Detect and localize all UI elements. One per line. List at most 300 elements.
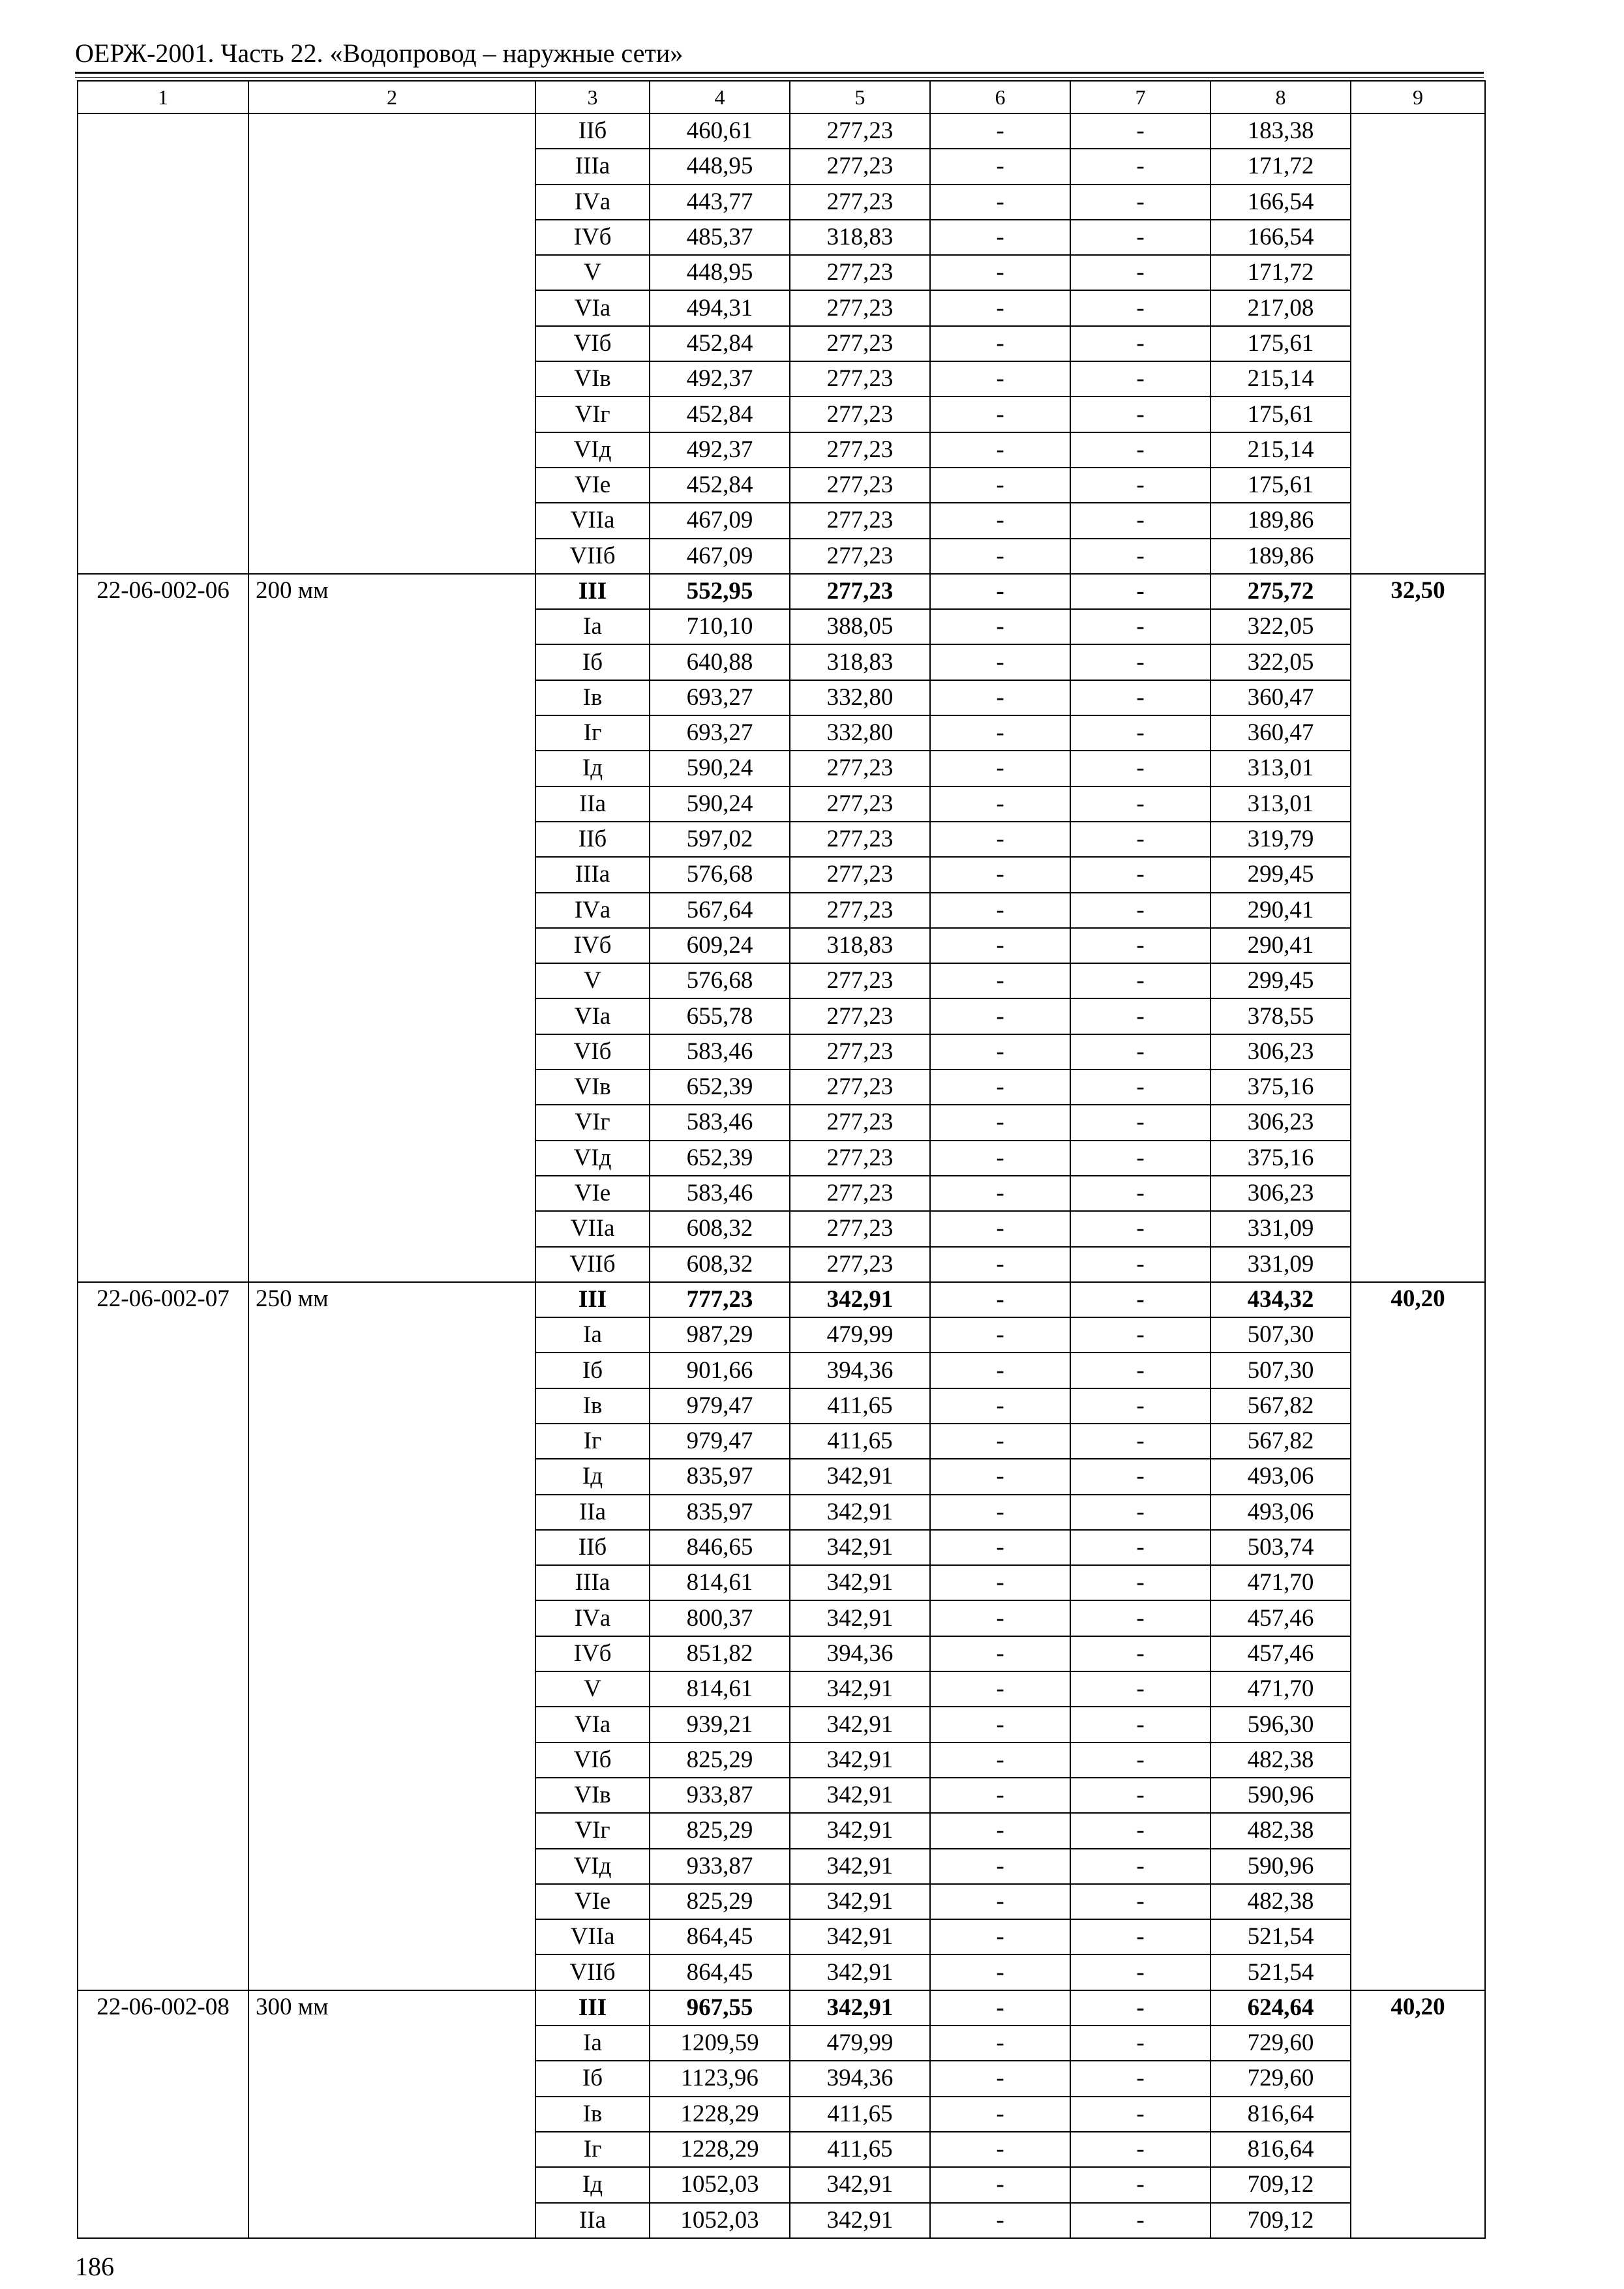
table-cell: 835,97	[650, 1495, 790, 1530]
page-header: ОЕРЖ-2001. Часть 22. «Водопровод – наружные сети»	[75, 38, 684, 68]
zone-code: VIе	[535, 468, 650, 503]
table-cell: 979,47	[650, 1388, 790, 1424]
table-cell: 342,91	[790, 1530, 930, 1565]
table-cell: 693,27	[650, 680, 790, 715]
table-cell: -	[1070, 1105, 1210, 1140]
table-cell: 710,10	[650, 609, 790, 644]
table-cell: 175,61	[1210, 326, 1351, 361]
table-cell: -	[1070, 361, 1210, 396]
table-cell: -	[930, 644, 1070, 680]
zone-code: VIIа	[535, 1211, 650, 1246]
zone-code: IIIа	[535, 1565, 650, 1600]
table-cell: -	[930, 1176, 1070, 1211]
table-cell: 939,21	[650, 1707, 790, 1742]
zone-code: IIIа	[535, 857, 650, 892]
table-cell: 482,38	[1210, 1884, 1351, 1919]
table-cell: 331,09	[1210, 1211, 1351, 1246]
table-cell: 175,61	[1210, 468, 1351, 503]
table-cell: -	[1070, 2097, 1210, 2132]
table-cell: -	[930, 715, 1070, 751]
table-cell: -	[930, 2097, 1070, 2132]
table-cell: 590,96	[1210, 1849, 1351, 1884]
zone-code: VIIб	[535, 1247, 650, 1282]
table-cell: -	[1070, 220, 1210, 255]
table-cell: -	[1070, 1990, 1210, 2026]
table-cell: 597,02	[650, 822, 790, 857]
table-cell: 729,60	[1210, 2061, 1351, 2096]
table-cell: 277,23	[790, 857, 930, 892]
table-cell: 189,86	[1210, 539, 1351, 574]
page-number: 186	[75, 2252, 114, 2281]
table-row	[78, 1282, 1485, 1317]
zone-code: Iд	[535, 2167, 650, 2202]
table-cell: -	[1070, 786, 1210, 822]
table-cell: -	[1070, 290, 1210, 325]
zone-code: IVа	[535, 893, 650, 928]
table-cell: -	[930, 2203, 1070, 2238]
table-cell: 277,23	[790, 396, 930, 432]
table-cell: 342,91	[790, 1884, 930, 1919]
table-cell: -	[930, 1813, 1070, 1848]
table-cell: 342,91	[790, 2203, 930, 2238]
table-cell: 1123,96	[650, 2061, 790, 2096]
table-cell: -	[1070, 928, 1210, 963]
table-cell: 290,41	[1210, 893, 1351, 928]
column-header-4: 4	[650, 81, 790, 113]
header-rule	[75, 72, 1484, 74]
table-cell: 175,61	[1210, 396, 1351, 432]
table-cell: -	[1070, 1600, 1210, 1636]
table-cell: 1228,29	[650, 2097, 790, 2132]
table-cell: 318,83	[790, 644, 930, 680]
pipe-diameter: 200 мм	[248, 574, 535, 1282]
table-cell: -	[1070, 255, 1210, 290]
table-cell: -	[930, 1282, 1070, 1317]
table-cell: 457,46	[1210, 1600, 1351, 1636]
table-cell: -	[930, 2132, 1070, 2167]
table-cell: -	[930, 1424, 1070, 1459]
table-cell: -	[930, 1884, 1070, 1919]
table-cell: -	[1070, 1247, 1210, 1282]
table-cell: -	[930, 1070, 1070, 1105]
table-cell: -	[1070, 963, 1210, 998]
table-cell: 275,72	[1210, 574, 1351, 609]
table-cell: -	[930, 1849, 1070, 1884]
table-cell: 394,36	[790, 2061, 930, 2096]
rate-code: 22-06-002-08	[78, 1990, 248, 2238]
table-cell: -	[1070, 1884, 1210, 1919]
pipe-diameter: 250 мм	[248, 1282, 535, 1990]
table-cell: -	[1070, 857, 1210, 892]
table-cell: 299,45	[1210, 963, 1351, 998]
table-cell: 290,41	[1210, 928, 1351, 963]
column-header-7: 7	[1070, 81, 1210, 113]
table-cell: 777,23	[650, 1282, 790, 1317]
column-header-2: 2	[248, 81, 535, 113]
table-cell: 277,23	[790, 893, 930, 928]
table-cell: 342,91	[790, 1778, 930, 1813]
column-header-8: 8	[1210, 81, 1351, 113]
table-cell: -	[930, 361, 1070, 396]
table-cell: 277,23	[790, 963, 930, 998]
table-cell: 576,68	[650, 857, 790, 892]
table-cell: 901,66	[650, 1353, 790, 1388]
table-cell: 375,16	[1210, 1141, 1351, 1176]
table-cell: 342,91	[790, 1919, 930, 1954]
table-cell: -	[930, 786, 1070, 822]
table-cell: -	[1070, 1919, 1210, 1954]
table-cell: -	[1070, 1813, 1210, 1848]
table-cell: -	[1070, 113, 1210, 149]
table-cell: 583,46	[650, 1034, 790, 1070]
zone-code: VIд	[535, 432, 650, 468]
table-cell: 434,32	[1210, 1282, 1351, 1317]
table-cell: -	[1070, 574, 1210, 609]
table-cell: 277,23	[790, 113, 930, 149]
zone-code: Iд	[535, 751, 650, 786]
table-cell: 729,60	[1210, 2026, 1351, 2061]
zone-code: VIд	[535, 1141, 650, 1176]
table-cell: -	[1070, 1176, 1210, 1211]
table-cell: 277,23	[790, 185, 930, 220]
table-cell: -	[930, 574, 1070, 609]
column-header-9: 9	[1351, 81, 1485, 113]
table-cell: -	[930, 255, 1070, 290]
table-cell: 277,23	[790, 539, 930, 574]
table-cell: -	[1070, 1636, 1210, 1671]
zone-code: Iв	[535, 2097, 650, 2132]
table-cell: 166,54	[1210, 185, 1351, 220]
table-cell: 482,38	[1210, 1743, 1351, 1778]
table-cell: 576,68	[650, 963, 790, 998]
table-cell: -	[1070, 396, 1210, 432]
zone-code: Iб	[535, 2061, 650, 2096]
table-cell: -	[930, 149, 1070, 184]
table-cell: -	[930, 893, 1070, 928]
table-cell: -	[1070, 468, 1210, 503]
table-cell: -	[1070, 1353, 1210, 1388]
table-cell: 277,23	[790, 1247, 930, 1282]
table-cell: 342,91	[790, 1743, 930, 1778]
table-cell: 322,05	[1210, 644, 1351, 680]
table-cell: -	[930, 822, 1070, 857]
table-cell: 640,88	[650, 644, 790, 680]
table-cell: -	[1070, 2167, 1210, 2202]
table-cell: -	[1070, 1211, 1210, 1246]
labor-value: 40,20	[1351, 1282, 1485, 1990]
table-cell: 967,55	[650, 1990, 790, 2026]
zone-code: V	[535, 963, 650, 998]
table-cell: 277,23	[790, 432, 930, 468]
zone-code: Iб	[535, 644, 650, 680]
table-cell: 814,61	[650, 1671, 790, 1707]
table-cell: 360,47	[1210, 680, 1351, 715]
table-cell: -	[930, 326, 1070, 361]
table-cell: -	[1070, 1459, 1210, 1494]
table-cell: -	[930, 1495, 1070, 1530]
table-cell: -	[930, 1388, 1070, 1424]
table-cell: 652,39	[650, 1070, 790, 1105]
table-cell: 277,23	[790, 786, 930, 822]
table-cell: 277,23	[790, 149, 930, 184]
table-cell: -	[930, 963, 1070, 998]
table-cell: -	[930, 1141, 1070, 1176]
table-cell: -	[930, 539, 1070, 574]
zone-code: IIб	[535, 113, 650, 149]
table-cell: 166,54	[1210, 220, 1351, 255]
table-cell: 318,83	[790, 220, 930, 255]
table-cell: 479,99	[790, 2026, 930, 2061]
table-cell: -	[1070, 1954, 1210, 1990]
table-cell: 342,91	[790, 1849, 930, 1884]
table-cell: 933,87	[650, 1778, 790, 1813]
zone-code: Iа	[535, 609, 650, 644]
table-cell: 394,36	[790, 1353, 930, 1388]
table-cell: 1209,59	[650, 2026, 790, 2061]
table-cell: 342,91	[790, 1495, 930, 1530]
column-header-row	[78, 81, 1485, 113]
table-cell: 482,38	[1210, 1813, 1351, 1848]
table-cell: -	[1070, 2026, 1210, 2061]
table-cell: 608,32	[650, 1211, 790, 1246]
zone-code: VIIа	[535, 503, 650, 538]
table-cell: 590,96	[1210, 1778, 1351, 1813]
zone-code: IVб	[535, 928, 650, 963]
table-cell: -	[930, 1990, 1070, 2026]
table-cell: -	[1070, 715, 1210, 751]
table-cell: -	[1070, 1388, 1210, 1424]
table-cell: 457,46	[1210, 1636, 1351, 1671]
table-cell: -	[930, 1743, 1070, 1778]
table-cell: -	[1070, 1495, 1210, 1530]
rate-code: 22-06-002-06	[78, 574, 248, 1282]
price-table	[77, 80, 1486, 2239]
zone-code: IVб	[535, 1636, 650, 1671]
table-cell: 494,31	[650, 290, 790, 325]
zone-code: Iа	[535, 1317, 650, 1353]
table-cell: -	[1070, 1707, 1210, 1742]
table-cell: 342,91	[790, 1990, 930, 2026]
zone-code: IVа	[535, 1600, 650, 1636]
table-cell: 1228,29	[650, 2132, 790, 2167]
table-cell: 277,23	[790, 751, 930, 786]
table-cell: 189,86	[1210, 503, 1351, 538]
table-cell: 217,08	[1210, 290, 1351, 325]
table-cell: 452,84	[650, 326, 790, 361]
table-cell: 342,91	[790, 1813, 930, 1848]
table-cell: 609,24	[650, 928, 790, 963]
table-cell: -	[930, 1317, 1070, 1353]
table-cell: 277,23	[790, 503, 930, 538]
table-cell: 313,01	[1210, 786, 1351, 822]
table-cell: 411,65	[790, 2097, 930, 2132]
table-cell: 851,82	[650, 1636, 790, 1671]
table-cell: 277,23	[790, 1141, 930, 1176]
table-cell: -	[930, 1778, 1070, 1813]
zone-code: VIб	[535, 1743, 650, 1778]
table-cell: 277,23	[790, 1211, 930, 1246]
table-cell: 583,46	[650, 1176, 790, 1211]
table-cell: 493,06	[1210, 1459, 1351, 1494]
table-cell: 306,23	[1210, 1105, 1351, 1140]
table-cell: 375,16	[1210, 1070, 1351, 1105]
table-cell: -	[930, 290, 1070, 325]
table-cell: 521,54	[1210, 1919, 1351, 1954]
table-cell: 492,37	[650, 432, 790, 468]
table-cell: 299,45	[1210, 857, 1351, 892]
table-cell: 835,97	[650, 1459, 790, 1494]
table-cell: 507,30	[1210, 1353, 1351, 1388]
zone-code: VIIб	[535, 1954, 650, 1990]
zone-code: Iв	[535, 680, 650, 715]
rate-code: 22-06-002-07	[78, 1282, 248, 1990]
table-cell: 342,91	[790, 1282, 930, 1317]
zone-code: III	[535, 574, 650, 609]
table-cell: -	[930, 1034, 1070, 1070]
table-cell: -	[1070, 2061, 1210, 2096]
table-cell: -	[930, 396, 1070, 432]
table-cell: 987,29	[650, 1317, 790, 1353]
zone-code: Iг	[535, 1424, 650, 1459]
table-cell: -	[1070, 326, 1210, 361]
table-cell: 467,09	[650, 503, 790, 538]
table-cell: 277,23	[790, 361, 930, 396]
table-cell: -	[1070, 1034, 1210, 1070]
table-cell: 215,14	[1210, 432, 1351, 468]
table-cell: -	[930, 1105, 1070, 1140]
table-cell: 319,79	[1210, 822, 1351, 857]
table-cell: 277,23	[790, 326, 930, 361]
table-cell: -	[930, 857, 1070, 892]
table-cell: 452,84	[650, 468, 790, 503]
pipe-diameter	[248, 113, 535, 574]
zone-code: Iг	[535, 2132, 650, 2167]
column-header-1: 1	[78, 81, 248, 113]
table-cell: 979,47	[650, 1424, 790, 1459]
table-cell: 846,65	[650, 1530, 790, 1565]
table-cell: 709,12	[1210, 2167, 1351, 2202]
table-cell: 471,70	[1210, 1565, 1351, 1600]
column-header-6: 6	[930, 81, 1070, 113]
table-cell: 624,64	[1210, 1990, 1351, 2026]
zone-code: Iг	[535, 715, 650, 751]
table-cell: -	[1070, 644, 1210, 680]
table-cell: 825,29	[650, 1743, 790, 1778]
table-cell: 277,23	[790, 1034, 930, 1070]
zone-code: III	[535, 1282, 650, 1317]
table-cell: -	[1070, 503, 1210, 538]
table-cell: 378,55	[1210, 998, 1351, 1034]
table-cell: 693,27	[650, 715, 790, 751]
table-cell: -	[930, 1247, 1070, 1282]
zone-code: VIг	[535, 1105, 650, 1140]
table-cell: -	[930, 1636, 1070, 1671]
table-cell: -	[1070, 1317, 1210, 1353]
table-cell: -	[930, 220, 1070, 255]
rate-code	[78, 113, 248, 574]
table-cell: 342,91	[790, 1565, 930, 1600]
zone-code: IIа	[535, 2203, 650, 2238]
table-cell: -	[930, 680, 1070, 715]
zone-code: VIе	[535, 1884, 650, 1919]
table-cell: 171,72	[1210, 149, 1351, 184]
table-cell: 492,37	[650, 361, 790, 396]
zone-code: IVб	[535, 220, 650, 255]
table-cell: -	[1070, 539, 1210, 574]
table-cell: 342,91	[790, 1600, 930, 1636]
table-cell: 331,09	[1210, 1247, 1351, 1282]
table-cell: -	[1070, 751, 1210, 786]
table-cell: 864,45	[650, 1919, 790, 1954]
table-cell: 825,29	[650, 1884, 790, 1919]
zone-code: IIIа	[535, 149, 650, 184]
zone-code: Iв	[535, 1388, 650, 1424]
table-cell: 800,37	[650, 1600, 790, 1636]
table-cell: -	[930, 1459, 1070, 1494]
header-rule-thin	[75, 77, 1484, 78]
table-cell: -	[930, 751, 1070, 786]
table-cell: -	[1070, 1778, 1210, 1813]
table-row	[78, 574, 1485, 609]
table-cell: -	[1070, 1743, 1210, 1778]
table-cell: 342,91	[790, 1671, 930, 1707]
zone-code: VIд	[535, 1849, 650, 1884]
table-cell: 411,65	[790, 2132, 930, 2167]
zone-code: IIа	[535, 1495, 650, 1530]
table-cell: 171,72	[1210, 255, 1351, 290]
table-cell: 313,01	[1210, 751, 1351, 786]
table-cell: 332,80	[790, 680, 930, 715]
table-cell: -	[930, 2026, 1070, 2061]
zone-code: VIб	[535, 326, 650, 361]
table-cell: 277,23	[790, 1070, 930, 1105]
table-cell: -	[930, 1353, 1070, 1388]
table-cell: 590,24	[650, 751, 790, 786]
table-cell: 411,65	[790, 1424, 930, 1459]
table-cell: -	[1070, 822, 1210, 857]
table-cell: -	[930, 1919, 1070, 1954]
table-cell: 567,82	[1210, 1424, 1351, 1459]
table-cell: -	[930, 468, 1070, 503]
table-cell: 277,23	[790, 822, 930, 857]
table-cell: 825,29	[650, 1813, 790, 1848]
table-cell: 411,65	[790, 1388, 930, 1424]
table-cell: -	[1070, 432, 1210, 468]
labor-value	[1351, 113, 1485, 574]
zone-code: III	[535, 1990, 650, 2026]
table-cell: -	[930, 2167, 1070, 2202]
table-cell: 467,09	[650, 539, 790, 574]
zone-code: VIIа	[535, 1919, 650, 1954]
table-cell: 342,91	[790, 2167, 930, 2202]
table-cell: -	[930, 1600, 1070, 1636]
labor-value: 32,50	[1351, 574, 1485, 1282]
table-cell: 816,64	[1210, 2097, 1351, 2132]
table-cell: 443,77	[650, 185, 790, 220]
zone-code: Iд	[535, 1459, 650, 1494]
table-cell: -	[930, 928, 1070, 963]
table-cell: -	[930, 1211, 1070, 1246]
table-cell: 306,23	[1210, 1176, 1351, 1211]
table-cell: -	[1070, 1530, 1210, 1565]
table-cell: -	[930, 998, 1070, 1034]
table-cell: -	[1070, 1282, 1210, 1317]
table-cell: 608,32	[650, 1247, 790, 1282]
zone-code: Iб	[535, 1353, 650, 1388]
table-cell: -	[1070, 609, 1210, 644]
table-cell: -	[930, 1707, 1070, 1742]
table-cell: -	[1070, 185, 1210, 220]
